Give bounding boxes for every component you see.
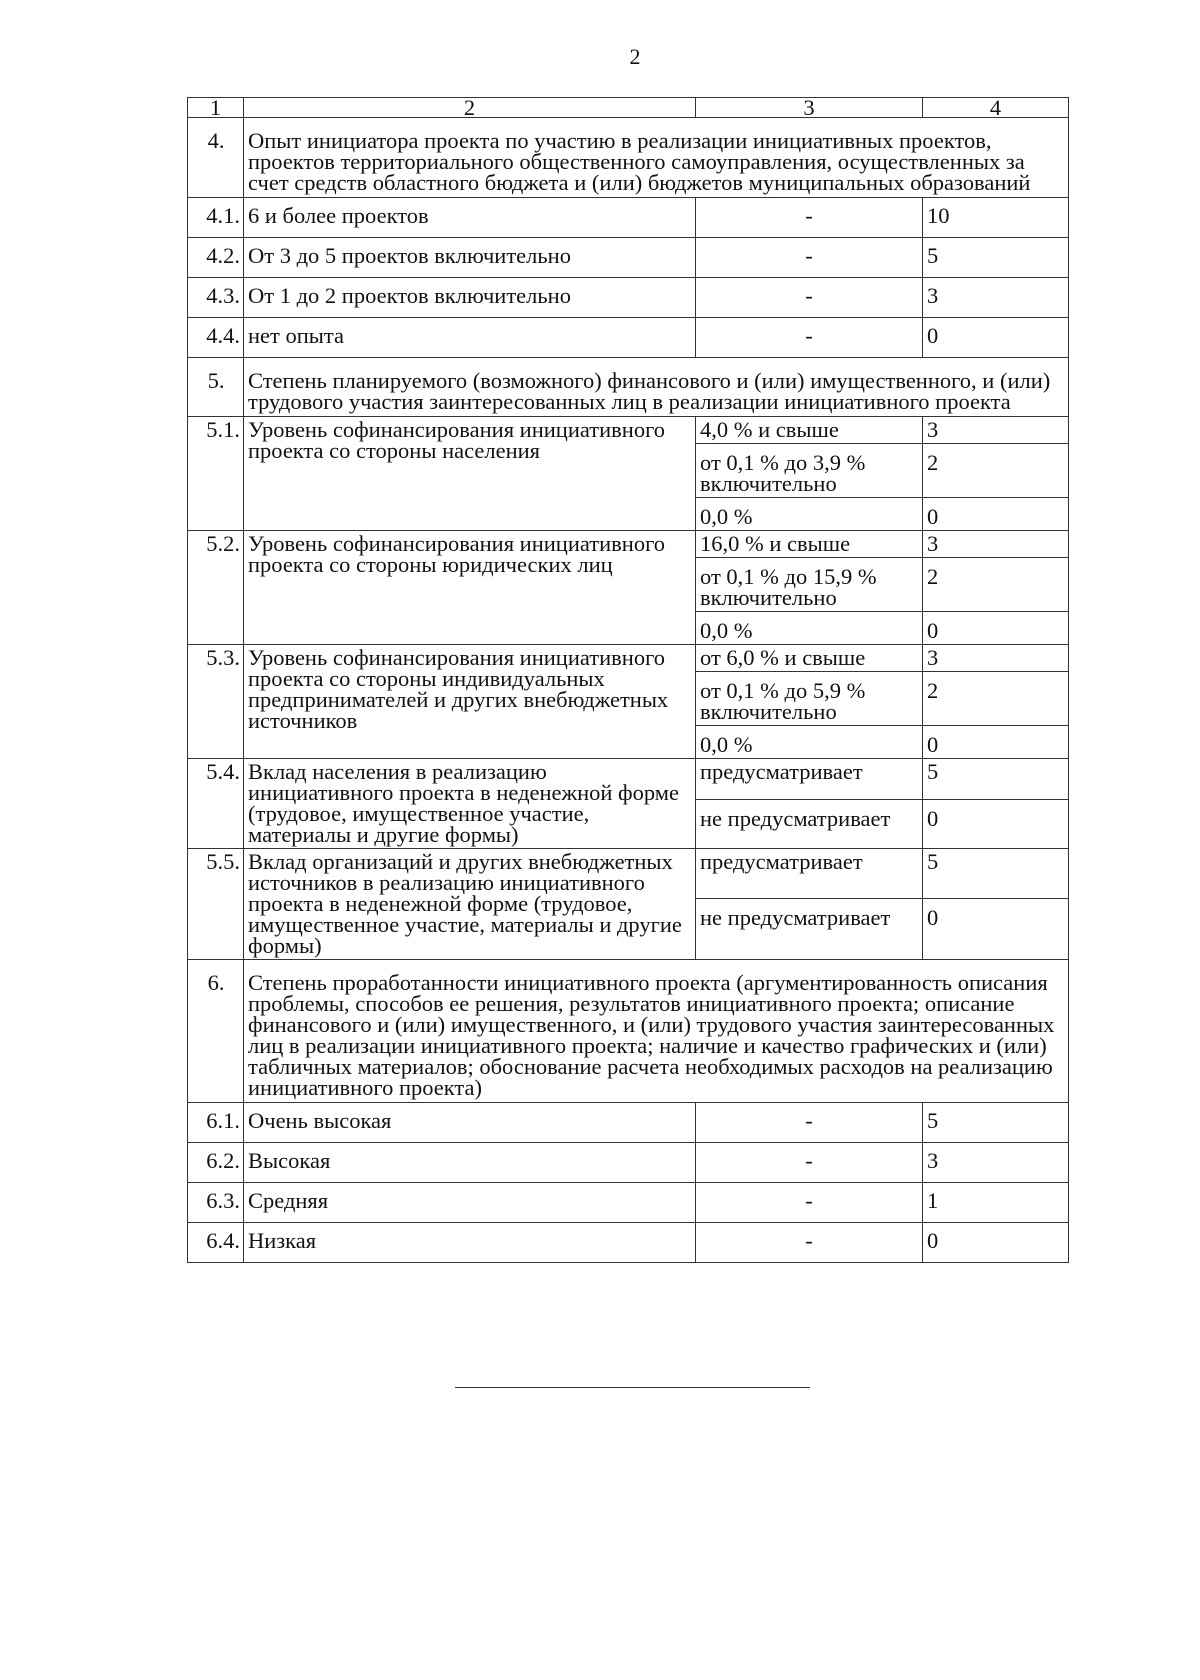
item-number: 6.1. bbox=[188, 1103, 244, 1143]
header-cell: 2 bbox=[244, 98, 696, 118]
section-title: Степень планируемого (возможного) финансового и (или) имущественного, и (или) трудового участия заинтересованных лиц в реализации инициативного проекта bbox=[244, 358, 1069, 417]
criterion-value: от 0,1 % до 15,9 % включительно bbox=[696, 558, 923, 612]
criterion-value: 16,0 % и свыше bbox=[696, 531, 923, 558]
item-text: Высокая bbox=[244, 1143, 696, 1183]
score-value: 0 bbox=[923, 898, 1069, 959]
score-value: 3 bbox=[923, 278, 1069, 318]
item-text: нет опыта bbox=[244, 318, 696, 358]
item-text: Уровень софинансирования инициативного проекта со стороны индивидуальных предпринимателей и других внебюджетных источников bbox=[244, 645, 696, 759]
section-row bbox=[188, 118, 1069, 198]
criteria-table bbox=[187, 97, 1069, 1263]
header-cell: 1 bbox=[188, 98, 244, 118]
page-number: 2 bbox=[629, 44, 641, 69]
score-value: 3 bbox=[923, 417, 1069, 444]
criterion-value: не предусматривает bbox=[696, 898, 923, 959]
criterion-value: - bbox=[696, 278, 923, 318]
item-number: 4.3. bbox=[188, 278, 244, 318]
score-value: 1 bbox=[923, 1183, 1069, 1223]
header-cell: 3 bbox=[696, 98, 923, 118]
criterion-value: от 0,1 % до 5,9 % включительно bbox=[696, 672, 923, 726]
criterion-row bbox=[188, 1183, 1069, 1223]
criterion-value: - bbox=[696, 1223, 923, 1263]
criterion-row bbox=[188, 849, 1069, 899]
section-row bbox=[188, 358, 1069, 417]
criterion-value: - bbox=[696, 1183, 923, 1223]
item-text: Средняя bbox=[244, 1183, 696, 1223]
score-value: 2 bbox=[923, 444, 1069, 498]
criterion-row bbox=[188, 1143, 1069, 1183]
score-value: 2 bbox=[923, 672, 1069, 726]
score-value: 10 bbox=[923, 198, 1069, 238]
item-text: От 1 до 2 проектов включительно bbox=[244, 278, 696, 318]
criterion-value: - bbox=[696, 198, 923, 238]
item-number: 5.5. bbox=[188, 849, 244, 960]
item-text: 6 и более проектов bbox=[244, 198, 696, 238]
score-value: 0 bbox=[923, 726, 1069, 759]
item-number: 5.3. bbox=[188, 645, 244, 759]
score-value: 0 bbox=[923, 799, 1069, 849]
header-cell: 4 bbox=[923, 98, 1069, 118]
end-rule bbox=[455, 1387, 810, 1388]
criterion-value: - bbox=[696, 1143, 923, 1183]
section-title: Опыт инициатора проекта по участию в реализации инициативных проектов, проектов территориального общественного самоуправления, осуществленных за счет средств областного бюджета и (или) бюджетов муниципальных образований bbox=[244, 118, 1069, 198]
score-value: 5 bbox=[923, 759, 1069, 800]
criterion-row bbox=[188, 1103, 1069, 1143]
section-row bbox=[188, 960, 1069, 1103]
score-value: 2 bbox=[923, 558, 1069, 612]
criterion-value: 4,0 % и свыше bbox=[696, 417, 923, 444]
criterion-row bbox=[188, 198, 1069, 238]
score-value: 3 bbox=[923, 1143, 1069, 1183]
item-text: Уровень софинансирования инициативного проекта со стороны юридических лиц bbox=[244, 531, 696, 645]
criterion-value: от 6,0 % и свыше bbox=[696, 645, 923, 672]
item-text: От 3 до 5 проектов включительно bbox=[244, 238, 696, 278]
criterion-row bbox=[188, 318, 1069, 358]
item-number: 5.4. bbox=[188, 759, 244, 849]
criterion-value: 0,0 % bbox=[696, 612, 923, 645]
score-value: 3 bbox=[923, 645, 1069, 672]
criterion-row bbox=[188, 645, 1069, 672]
item-number: 6.4. bbox=[188, 1223, 244, 1263]
section-number: 6. bbox=[188, 960, 244, 1103]
criterion-value: - bbox=[696, 1103, 923, 1143]
criterion-row bbox=[188, 759, 1069, 800]
item-number: 5.2. bbox=[188, 531, 244, 645]
criterion-value: предусматривает bbox=[696, 759, 923, 800]
criterion-value: 0,0 % bbox=[696, 498, 923, 531]
criterion-value: не предусматривает bbox=[696, 799, 923, 849]
criterion-row bbox=[188, 531, 1069, 558]
section-number: 4. bbox=[188, 118, 244, 198]
criterion-row bbox=[188, 417, 1069, 444]
item-number: 4.4. bbox=[188, 318, 244, 358]
score-value: 3 bbox=[923, 531, 1069, 558]
section-title: Степень проработанности инициативного проекта (аргументированность описания проблемы, способов ее решения, результатов инициативного проекта; описание финансового и (или) имущественного, и (или) трудового участия заинтересованных лиц в реализации инициативного проекта; наличие и качество графических и (или) табличных материалов; обоснование расчета необходимых расходов на реализацию инициативного проекта) bbox=[244, 960, 1069, 1103]
item-number: 6.3. bbox=[188, 1183, 244, 1223]
criterion-value: - bbox=[696, 238, 923, 278]
criterion-value: - bbox=[696, 318, 923, 358]
item-number: 4.1. bbox=[188, 198, 244, 238]
item-text: Очень высокая bbox=[244, 1103, 696, 1143]
item-text: Вклад организаций и других внебюджетных источников в реализацию инициативного проекта в неденежной форме (трудовое, имущественное участие, материалы и другие формы) bbox=[244, 849, 696, 960]
score-value: 5 bbox=[923, 238, 1069, 278]
item-number: 5.1. bbox=[188, 417, 244, 531]
item-number: 4.2. bbox=[188, 238, 244, 278]
score-value: 0 bbox=[923, 498, 1069, 531]
score-value: 5 bbox=[923, 849, 1069, 899]
section-number: 5. bbox=[188, 358, 244, 417]
item-text: Уровень софинансирования инициативного проекта со стороны населения bbox=[244, 417, 696, 531]
item-text: Низкая bbox=[244, 1223, 696, 1263]
score-value: 0 bbox=[923, 1223, 1069, 1263]
criterion-value: 0,0 % bbox=[696, 726, 923, 759]
item-text: Вклад населения в реализацию инициативного проекта в неденежной форме (трудовое, имущественное участие, материалы и другие формы) bbox=[244, 759, 696, 849]
criterion-row bbox=[188, 278, 1069, 318]
criterion-value: от 0,1 % до 3,9 % включительно bbox=[696, 444, 923, 498]
score-value: 0 bbox=[923, 612, 1069, 645]
header-row bbox=[188, 98, 1069, 118]
criterion-value: предусматривает bbox=[696, 849, 923, 899]
score-value: 5 bbox=[923, 1103, 1069, 1143]
criterion-row bbox=[188, 1223, 1069, 1263]
item-number: 6.2. bbox=[188, 1143, 244, 1183]
criterion-row bbox=[188, 238, 1069, 278]
score-value: 0 bbox=[923, 318, 1069, 358]
